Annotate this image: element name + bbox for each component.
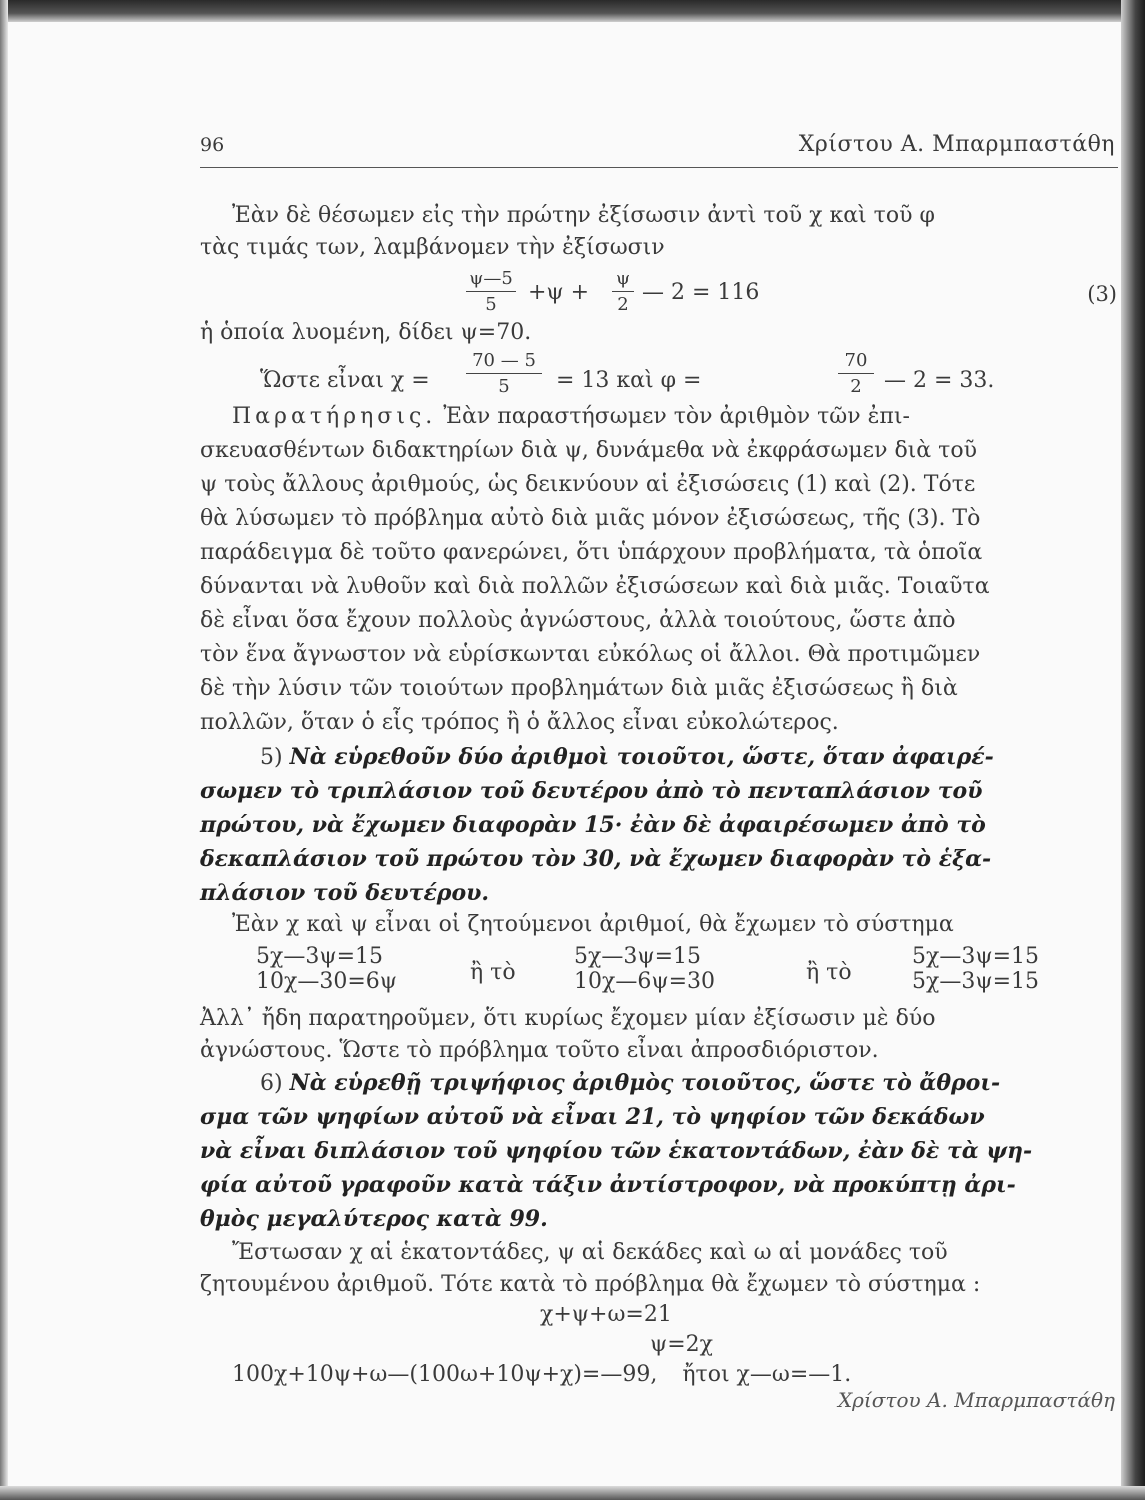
problem-line: θμὸς μεγαλύτερος κατὰ 99. (200, 1206, 548, 1232)
text-line: πολλῶν, ὅταν ὁ εἷς τρόπος ἢ ὁ ἄλλος εἶναι εὐκολώτερος. (200, 710, 839, 735)
system-1: 5χ—3ψ=15 10χ—30=6ψ (256, 944, 398, 994)
text-line: Ἐὰν χ καὶ ψ εἶναι οἱ ζητούμενοι ἀριθμοί, θὰ ἔχωμεν τὸ σύστημα (232, 912, 954, 937)
text-line: ἡ ὁποία λυομένη, δίδει ψ=70. (200, 320, 532, 345)
scan-border-top (0, 0, 1145, 22)
text-line: Ἐὰν δὲ θέσωμεν εἰς τὴν πρώτην ἐξίσωσιν ἀντὶ τοῦ χ καὶ τοῦ φ (232, 203, 935, 228)
page-header (200, 128, 1115, 168)
system-2: 5χ—3ψ=15 10χ—6ψ=30 (574, 944, 716, 994)
page-number: 96 (200, 134, 225, 156)
remark-label: Παρατήρησις. (232, 404, 437, 429)
header-rule (200, 167, 1118, 168)
problem-line: νὰ εἶναι διπλάσιον τοῦ ψηφίου τῶν ἑκατοντάδων, ἐὰν δὲ τὰ ψη- (200, 1138, 1033, 1164)
text-line: ψ τοὺς ἄλλους ἀριθμούς, ὡς δεικνύουν αἱ ἐξισώσεις (1) καὶ (2). Τότε (200, 472, 976, 497)
equation-3: ψ—5 5 +ψ + ψ 2 — 2 = 116 (3) (0, 264, 1145, 314)
problem-5-first-line: 5) Νὰ εὑρεθοῦν δύο ἀριθμοὶ τοιοῦτοι, ὥστε, ὅταν ἀφαιρέ- (260, 744, 994, 770)
fraction: 70 — 5 5 (466, 350, 542, 397)
text-line: Ἔστωσαν χ αἱ ἑκατοντάδες, ψ αἱ δεκάδες καὶ ω αἱ μονάδες τοῦ (232, 1240, 948, 1265)
problem-line: σμα τῶν ψηφίων αὐτοῦ νὰ εἶναι 21, τὸ ψηφίον τῶν δεκάδων (200, 1104, 985, 1130)
problem-number: 5) (260, 745, 283, 770)
scan-border-bottom (0, 1486, 1145, 1500)
fraction: 70 2 (838, 350, 874, 397)
equation-label: (3) (1087, 282, 1117, 306)
text-line: δὲ τὴν λύσιν τῶν τοιούτων προβλημάτων διὰ μιᾶς ἐξισώσεως ἢ διὰ (200, 676, 958, 701)
fraction: ψ 2 (612, 268, 634, 315)
fraction: ψ—5 5 (466, 268, 516, 315)
text-line: παράδειγμα δὲ τοῦτο φανερώνει, ὅτι ὑπάρχουν προβλήματα, τὰ ὁποῖα (200, 540, 983, 565)
problem-line: πρώτου, νὰ ἔχωμεν διαφορὰν 15· ἐὰν δὲ ἀφαιρέσωμεν ἀπὸ τὸ (200, 812, 986, 838)
text-line: δὲ εἶναι ὅσα ἔχουν πολλοὺς ἀγνώστους, ἀλλὰ τοιούτους, ὥστε ἀπὸ (200, 608, 956, 633)
text-line: θὰ λύσωμεν τὸ πρόβλημα αὐτὸ διὰ μιᾶς μόνον ἐξισώσεως, τῆς (3). Τὸ (200, 506, 981, 531)
text-line: δύνανται νὰ λυθοῦν καὶ διὰ πολλῶν ἐξισώσεων καὶ διὰ μιᾶς. Τοιαῦτα (200, 574, 990, 599)
text-line: Ἀλλ᾽ ἤδη παρατηροῦμεν, ὅτι κυρίως ἔχομεν μίαν ἐξίσωσιν μὲ δύο (200, 1006, 936, 1031)
problem-line: πλάσιον τοῦ δευτέρου. (200, 880, 490, 906)
result-line: Ὥστε εἶναι χ = 70 — 5 5 = 13 καὶ φ = 70 2 — 2 = 33. (260, 350, 995, 397)
scan-border-left (0, 0, 8, 1500)
system-block: 5χ—3ψ=15 10χ—30=6ψ ἢ τὸ 5χ—3ψ=15 10χ—6ψ=30 ἢ τὸ 5χ—3ψ=15 5χ—3ψ=15 (256, 944, 1040, 994)
equation: 100χ+10ψ+ω—(100ω+10ψ+χ)=—99, ἤτοι χ—ω=—1. (232, 1362, 852, 1387)
text-line: σκευασθέντων διδακτηρίων διὰ ψ, δυνάμεθα νὰ ἐκφράσωμεν διὰ τοῦ (200, 438, 977, 463)
problem-line: φία αὐτοῦ γραφοῦν κατὰ τάξιν ἀντίστροφον, νὰ προκύπτῃ ἀρι- (200, 1172, 1016, 1198)
text-line: τὸν ἕνα ἄγνωστον νὰ εὑρίσκωνται εὐκόλως οἱ ἄλλοι. Θὰ προτιμῶμεν (200, 642, 981, 667)
problem-number: 6) (260, 1071, 283, 1096)
equation: χ+ψ+ω=21 (540, 1302, 672, 1327)
system-3: 5χ—3ψ=15 5χ—3ψ=15 (912, 944, 1040, 994)
problem-6-first-line: 6) Νὰ εὑρεθῇ τριψήφιος ἀριθμὸς τοιοῦτος, ὥστε τὸ ἄθροι- (260, 1070, 1001, 1096)
problem-line: σωμεν τὸ τριπλάσιον τοῦ δευτέρου ἀπὸ τὸ πενταπλάσιον τοῦ (200, 778, 983, 804)
problem-line: δεκαπλάσιον τοῦ πρώτου τὸν 30, νὰ ἔχωμεν διαφορὰν τὸ ἑξα- (200, 846, 992, 872)
running-title: Χρίστου Α. Μπαρμπαστάθη (798, 132, 1115, 157)
author-signature: Χρίστου Α. Μπαρμπαστάθη (837, 1388, 1115, 1412)
text-line: ἀγνώστους. Ὥστε τὸ πρόβλημα τοῦτο εἶναι ἀπροσδιόριστον. (200, 1038, 879, 1063)
scan-border-right (1121, 0, 1145, 1500)
remark-first-line: Παρατήρησις. Ἐὰν παραστήσωμεν τὸν ἀριθμὸν τῶν ἐπι- (232, 404, 910, 429)
text-line: τὰς τιμάς των, λαμβάνομεν τὴν ἐξίσωσιν (200, 235, 665, 260)
text-line: ζητουμένου ἀριθμοῦ. Τότε κατὰ τὸ πρόβλημα θὰ ἔχωμεν τὸ σύστημα : (200, 1272, 981, 1297)
equation: ψ=2χ (650, 1332, 714, 1357)
